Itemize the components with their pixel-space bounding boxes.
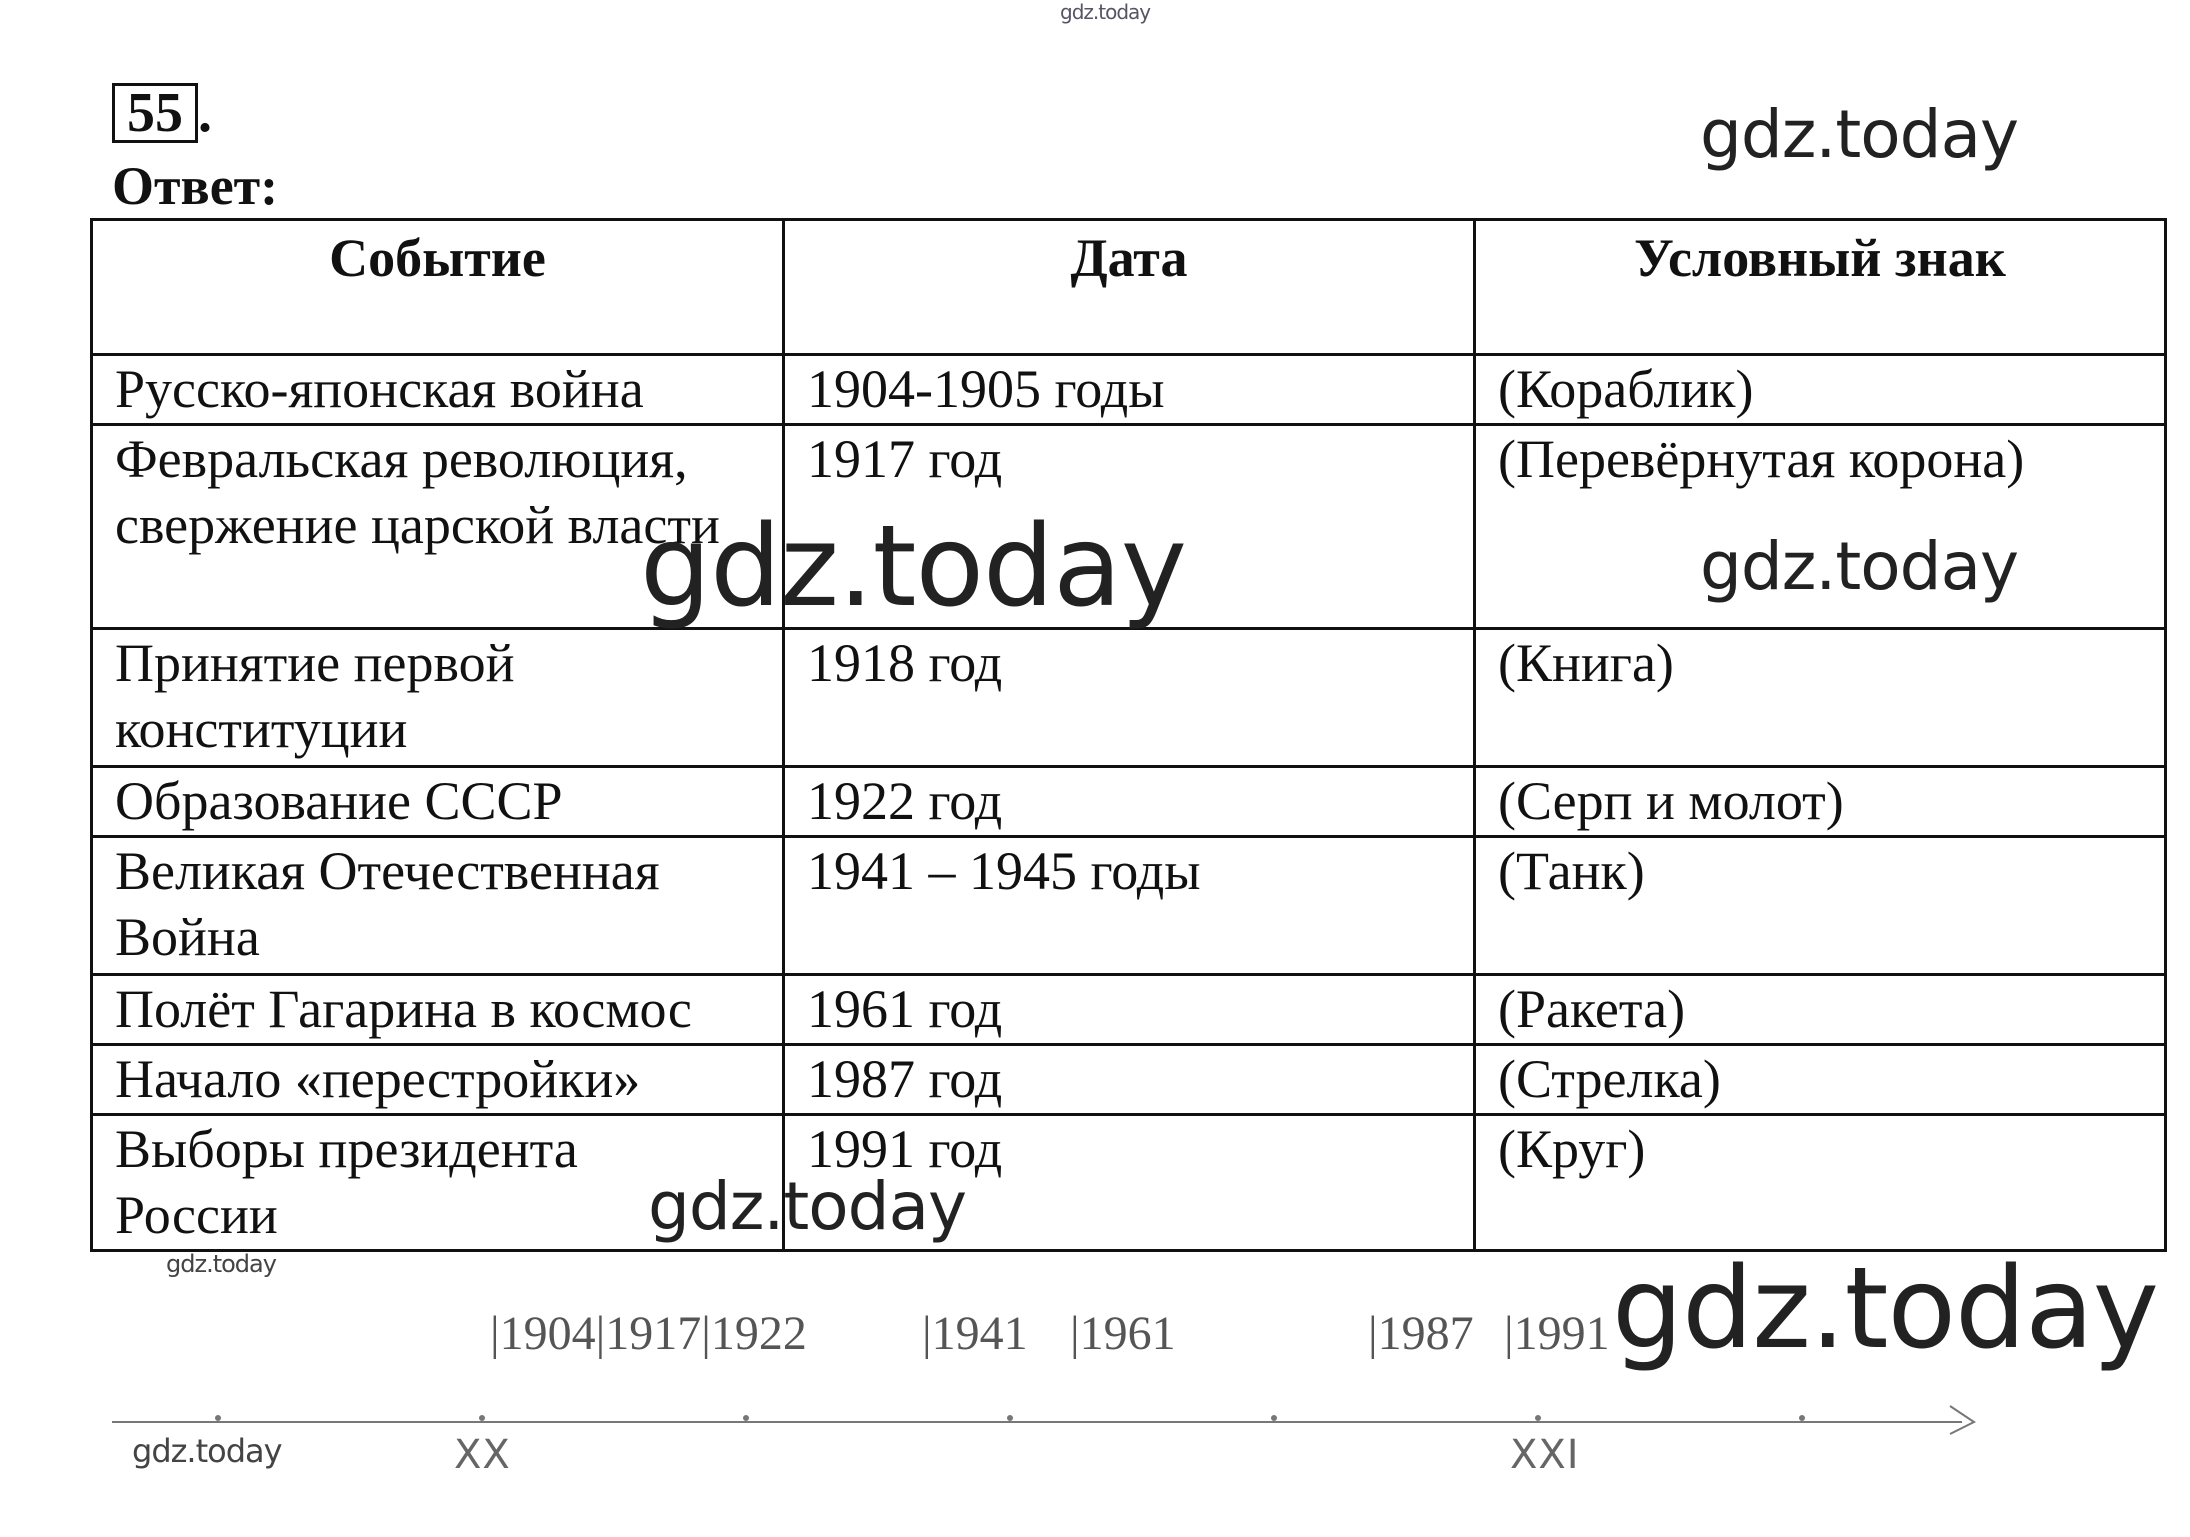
cell-date: 1987 год — [784, 1045, 1475, 1115]
cell-event: Принятие первой конституции — [92, 629, 784, 767]
table-row — [92, 767, 2166, 837]
table-row — [92, 1115, 2166, 1251]
cell-date: 1991 год — [784, 1115, 1475, 1251]
watermark-timeline-large: gdz.today — [1612, 1244, 2159, 1374]
cell-event: Выборы президента России — [92, 1115, 784, 1251]
table-row — [92, 1045, 2166, 1115]
cell-event: Февральская революция, свержение царской власти — [92, 425, 784, 629]
cell-date: 1918 год — [784, 629, 1475, 767]
cell-sign: (Перевёрнутая корона) — [1475, 425, 2166, 629]
watermark-bottom-left: gdz.today — [132, 1432, 282, 1470]
watermark-top-right: gdz.today — [1700, 96, 2019, 173]
watermark-middle-large: gdz.today — [640, 502, 1187, 632]
cell-sign: (Ракета) — [1475, 975, 2166, 1045]
header-sign: Условный знак — [1475, 220, 2166, 355]
timeline-year-1941: |1941 — [922, 1307, 1028, 1360]
timeline-years-group: |1904|1917|1922 — [490, 1307, 807, 1360]
cell-event: Великая Отечественная Война — [92, 837, 784, 975]
cell-sign: (Круг) — [1475, 1115, 2166, 1251]
timeline-year-1987: |1987 — [1368, 1307, 1474, 1360]
watermark-middle-right: gdz.today — [1700, 528, 2019, 605]
task-number-box: 55 — [112, 83, 198, 143]
cell-date: 1917 год — [784, 425, 1475, 629]
cell-sign: (Книга) — [1475, 629, 2166, 767]
answer-label: Ответ: — [112, 156, 279, 216]
timeline-axis — [112, 1386, 1992, 1436]
header-date: Дата — [784, 220, 1475, 355]
cell-sign: (Стрелка) — [1475, 1045, 2166, 1115]
table-row — [92, 975, 2166, 1045]
table-row — [92, 837, 2166, 975]
cell-date: 1922 год — [784, 767, 1475, 837]
century-xxi-label: XXI — [1510, 1432, 1580, 1478]
timeline-year-1961: |1961 — [1070, 1307, 1176, 1360]
watermark-top-small: gdz.today — [1060, 0, 1151, 24]
cell-sign: (Кораблик) — [1475, 355, 2166, 425]
cell-sign: (Танк) — [1475, 837, 2166, 975]
header-event: Событие — [92, 220, 784, 355]
cell-event: Полёт Гагарина в космос — [92, 975, 784, 1045]
century-xx-label: XX — [454, 1432, 511, 1478]
cell-event: Русско-японская война — [92, 355, 784, 425]
table-row — [92, 629, 2166, 767]
task-number — [112, 84, 212, 142]
answer-table — [90, 218, 2167, 1252]
cell-date: 1904-1905 годы — [784, 355, 1475, 425]
timeline-year-1991: |1991 — [1504, 1307, 1610, 1360]
watermark-bottom-mid: gdz.today — [648, 1168, 967, 1245]
table-row — [92, 355, 2166, 425]
watermark-under-table: gdz.today — [166, 1250, 276, 1278]
cell-date: 1961 год — [784, 975, 1475, 1045]
cell-date: 1941 – 1945 годы — [784, 837, 1475, 975]
cell-sign: (Серп и молот) — [1475, 767, 2166, 837]
task-number-dot: . — [198, 82, 212, 144]
cell-event: Начало «перестройки» — [92, 1045, 784, 1115]
table-header-row — [92, 220, 2166, 355]
cell-event: Образование СССР — [92, 767, 784, 837]
